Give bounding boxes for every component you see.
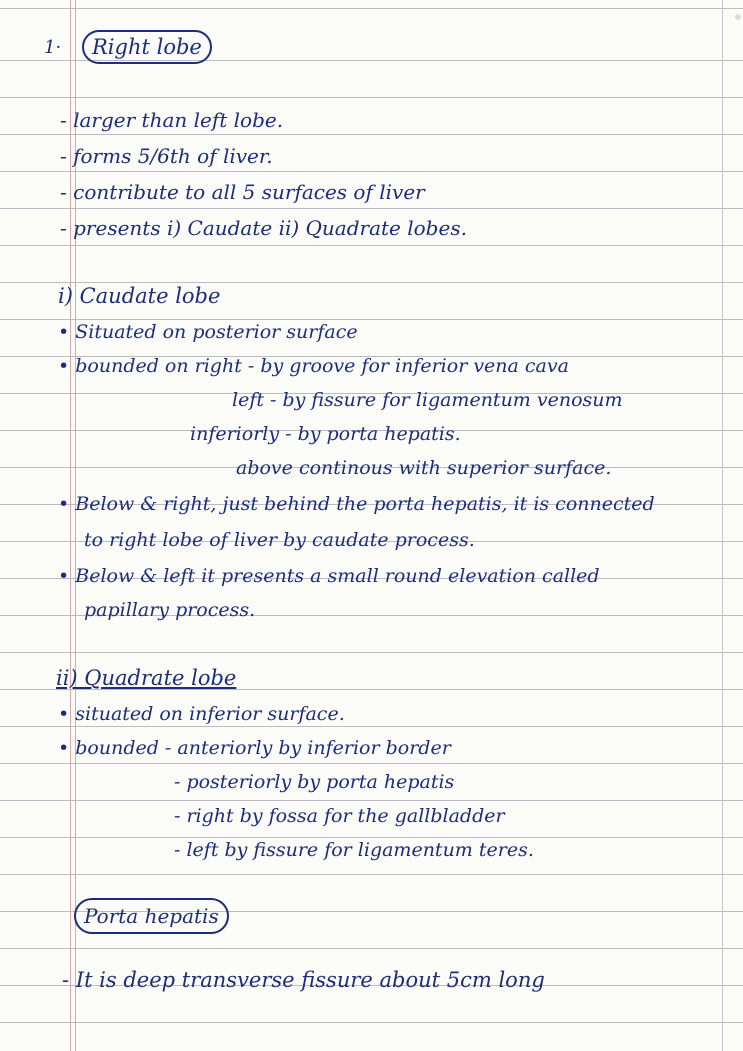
text-line: left - by fissure for ligamentum venosum xyxy=(232,389,623,411)
right-edge-line xyxy=(722,0,723,1051)
text-line: to right lobe of liver by caudate process. xyxy=(84,529,475,551)
bullet-line: • bounded - anteriorly by inferior border xyxy=(58,737,451,759)
subheading-quadrate: ii) Quadrate lobe xyxy=(56,666,237,690)
subheading-caudate: i) Caudate lobe xyxy=(58,284,221,308)
bullet-line: • Situated on posterior surface xyxy=(58,321,358,343)
bullet-line: - contribute to all 5 surfaces of liver xyxy=(60,180,425,204)
bullet-line: • Below & right, just behind the porta hepatis, it is connected xyxy=(58,493,655,515)
binder-hole xyxy=(735,14,741,20)
text-line: above continous with superior surface. xyxy=(236,457,612,479)
text-line: - right by fossa for the gallbladder xyxy=(174,805,505,827)
section-title: Right lobe xyxy=(82,30,212,64)
text-line: papillary process. xyxy=(84,599,256,621)
bullet-line: • situated on inferior surface. xyxy=(58,703,345,725)
bullet-line: • bounded on right - by groove for inferior vena cava xyxy=(58,355,569,377)
bullet-line: - forms 5/6th of liver. xyxy=(60,144,273,168)
text-line: - posteriorly by porta hepatis xyxy=(174,771,455,793)
bullet-line: • Below & left it presents a small round elevation called xyxy=(58,565,600,587)
text-line: - left by fissure for ligamentum teres. xyxy=(174,839,534,861)
text-line: inferiorly - by porta hepatis. xyxy=(190,423,461,445)
section-number: 1· xyxy=(44,37,62,58)
bullet-line: - larger than left lobe. xyxy=(60,108,284,132)
bullet-line: - presents i) Caudate ii) Quadrate lobes. xyxy=(60,216,467,240)
bullet-line: - It is deep transverse fissure about 5cm long xyxy=(62,968,545,992)
subheading-porta-hepatis: Porta hepatis xyxy=(74,898,229,934)
